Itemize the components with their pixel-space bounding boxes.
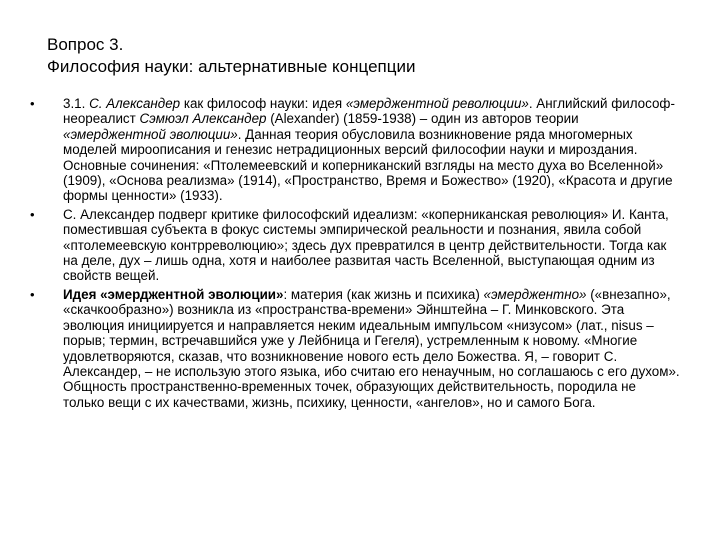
bullet-icon: • [30, 96, 35, 111]
text-run: 3.1. [63, 96, 90, 111]
text-run-italic: «эмерджентной революции» [345, 96, 529, 111]
text-run: как философ науки: идея [180, 96, 346, 111]
text-run: («внезапно», «скачкообразно») возникла из «пространства-времени» Эйнштейна – Г. Минковского. Эта эволюция инициируется и направляется неким идеальным импульсом «низусом» (лат., nisus – порыв; термин, встречавшийся уже у Лейбница и Гегеля), устремленным к новому. «Многие удовлетворяются, сказав, что возникновение нового есть дело Божества. Я, – говорит С. Александер, – не использую этого языка, ибо считаю его ненаучным, но соглашаюсь с его духом». Общность пространственно-временных точек, образующих действительность, породила не только вещи с их качествами, жизнь, психику, ценности, «ангелов», но и самого Бога. [63, 286, 680, 410]
text-run-italic: Сэмюэл Александер [139, 111, 267, 127]
text-run-italic: «эмерджентно» [483, 286, 587, 302]
bullet-icon: • [30, 206, 35, 222]
text-run: : материя (как жизнь и психика) [283, 286, 484, 302]
text-run: . Данная теория обусловила возникновение ряда многомерных моделей мироописания и генезис нетрадиционных версий философии науки и мироздания. Основные сочинения: «Птолемеевский и коперниканский взгляды на место духа во Вселенной» (1909), «Основа реализма» (1914), «Пространство, Время и Божество» (1920), «Красота и другие формы ценности» (1933). [63, 126, 673, 204]
text-run-italic: «эмерджентной эволюции» [63, 126, 238, 142]
slide-title [47, 34, 415, 78]
list-item [30, 207, 680, 284]
list-item [30, 96, 680, 204]
text-run: (Alexander) (1859-1938) – один из авторов теории [266, 111, 579, 127]
text-run: . Английский философ-неореалист [63, 96, 675, 127]
list-item-text [63, 96, 680, 204]
title-line-question: Вопрос 3. [47, 35, 124, 54]
list-item-text: С. Александер подверг критике философский идеализм: «коперниканская революция» И. Канта, поместившая субъекта в фокус системы эмпирической реальности и познания, явила собой «птолемеевскую контрреволюцию»; здесь дух превратился в центр действительности. Тогда как на деле, дух – лишь одна, хотя и наиболее развитая часть Вселенной, выступающая одним из свойств вещей. [63, 206, 669, 284]
bullet-icon: • [30, 286, 35, 302]
bullet-list [30, 96, 680, 413]
list-item-text [63, 287, 680, 410]
text-run-italic: С. Александер [89, 96, 181, 111]
list-item [30, 287, 680, 410]
text-run-bold: Идея «эмерджентной эволюции» [63, 286, 284, 302]
title-line-topic: Философия науки: альтернативные концепции [47, 57, 416, 76]
